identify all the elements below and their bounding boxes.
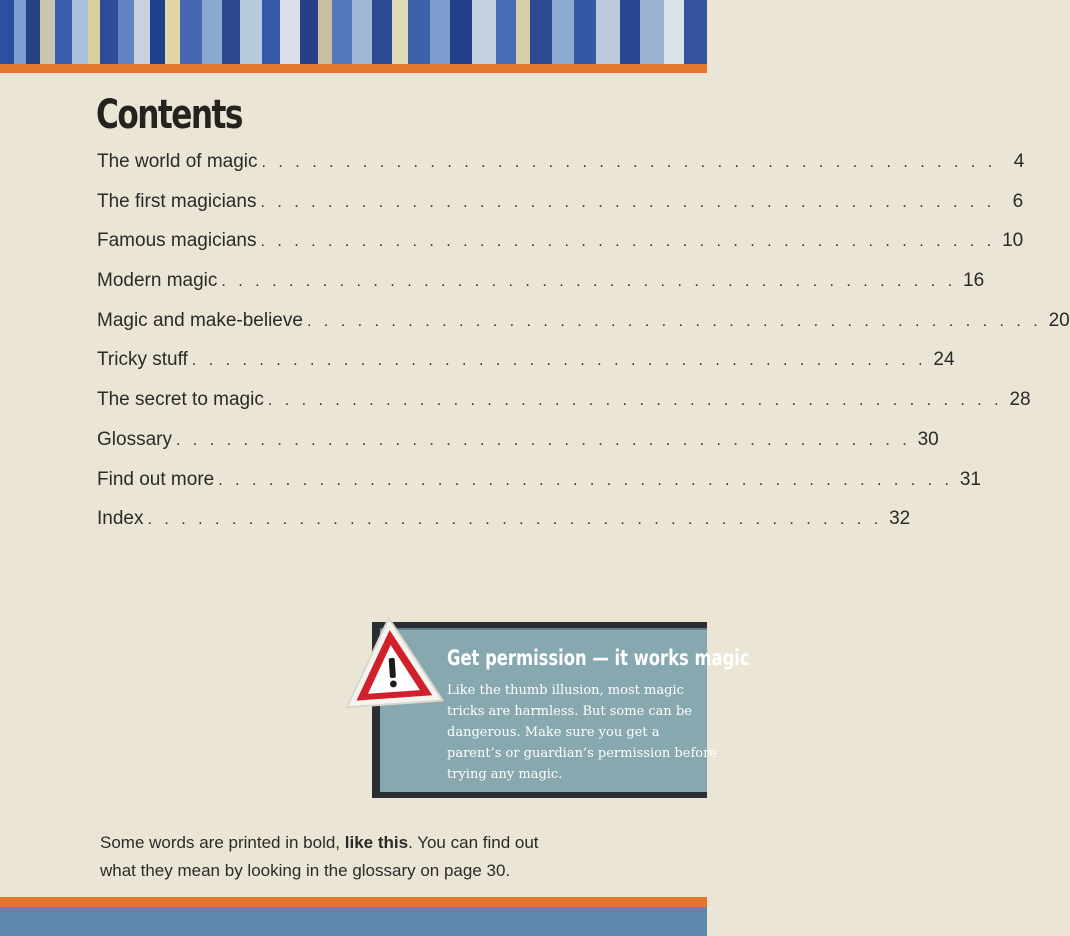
- toc-entry-page-number: 10: [1002, 230, 1024, 252]
- toc-dot-leader: . . . . . . . . . . . . . . . . . . . . . . . . . . . . . . . . . . . . . . . . . . . .: [260, 233, 996, 251]
- toc-entry-title: Tricky stuff: [97, 349, 188, 371]
- toc-entry: [97, 420, 939, 460]
- toc-dot-leader: . . . . . . . . . . . . . . . . . . . . . . . . . . . . . . . . . . . . . . . . . . . .: [267, 392, 1003, 410]
- glossary-note-bold-example: like this: [344, 833, 409, 852]
- toc-dot-leader: . . . . . . . . . . . . . . . . . . . . . . . . . . . . . . . . . . . . . . . . . . . .: [147, 511, 883, 529]
- toc-entry: [97, 182, 1024, 222]
- warning-text: Like the thumb illusion, most magic tricks are harmless. But some can be dangerous. Make sure you get a parent’s or guardian’s permission before trying any magic.: [447, 683, 717, 782]
- top-orange-rule: [0, 64, 707, 73]
- toc-dot-leader: . . . . . . . . . . . . . . . . . . . . . . . . . . . . . . . . . . . . . . . . . . . .: [261, 154, 997, 171]
- toc-entry-title: The secret to magic: [97, 389, 264, 411]
- toc-dot-leader: . . . . . . . . . . . . . . . . . . . . . . . . . . . . . . . . . . . . . . . . . . . .: [306, 312, 1042, 330]
- glossary-note-text-end: . You can find out what they mean by looking in the glossary on page 30.: [100, 833, 539, 880]
- toc-entry: [97, 301, 1070, 341]
- glossary-note-text-start: Some words are printed in bold,: [100, 833, 345, 852]
- toc-entry: [97, 340, 955, 380]
- toc-entry: [97, 380, 1031, 420]
- bottom-orange-rule: [0, 897, 707, 907]
- toc-entry: [97, 499, 911, 539]
- toc-entry-title: Magic and make-believe: [97, 309, 303, 331]
- toc-entry-page-number: 4: [1013, 151, 1025, 172]
- toc-dot-leader: . . . . . . . . . . . . . . . . . . . . . . . . . . . . . . . . . . . . . . . . . . . .: [260, 193, 996, 211]
- table-of-contents: [97, 142, 1070, 539]
- top-stripe-banner: [0, 0, 707, 64]
- toc-entry-title: The world of magic: [97, 151, 258, 172]
- toc-entry-title: Index: [97, 508, 144, 530]
- toc-entry-page-number: 16: [963, 270, 985, 292]
- toc-entry-page-number: 28: [1009, 389, 1031, 411]
- glossary-note: [100, 829, 560, 885]
- toc-dot-leader: . . . . . . . . . . . . . . . . . . . . . . . . . . . . . . . . . . . . . . . . . . . .: [191, 352, 927, 370]
- toc-entry-title: Find out more: [97, 468, 215, 490]
- toc-entry: [97, 221, 1024, 261]
- toc-entry: [97, 261, 985, 301]
- toc-dot-leader: . . . . . . . . . . . . . . . . . . . . . . . . . . . . . . . . . . . . . . . . . . . .: [218, 471, 953, 489]
- toc-entry-title: The first magicians: [97, 190, 257, 212]
- toc-entry-page-number: 30: [917, 428, 939, 450]
- toc-dot-leader: . . . . . . . . . . . . . . . . . . . . . . . . . . . . . . . . . . . . . . . . . . . .: [175, 431, 911, 449]
- toc-entry-page-number: 6: [1012, 190, 1024, 212]
- warning-title: Get permission — it works magic: [447, 646, 750, 670]
- toc-dot-leader: . . . . . . . . . . . . . . . . . . . . . . . . . . . . . . . . . . . . . . . . . . . .: [221, 273, 957, 291]
- toc-entry: [97, 460, 981, 500]
- toc-entry-page-number: 32: [889, 508, 911, 530]
- toc-entry: [97, 142, 1025, 182]
- toc-entry-page-number: 24: [933, 349, 955, 371]
- page-title: Contents: [96, 92, 242, 138]
- toc-entry-page-number: 31: [959, 468, 981, 490]
- warning-triangle-icon: [340, 612, 444, 712]
- toc-entry-title: Glossary: [97, 428, 172, 450]
- toc-entry-title: Modern magic: [97, 270, 218, 292]
- bottom-blue-banner: [0, 907, 707, 936]
- toc-entry-page-number: 20: [1048, 309, 1070, 331]
- toc-entry-title: Famous magicians: [97, 230, 257, 252]
